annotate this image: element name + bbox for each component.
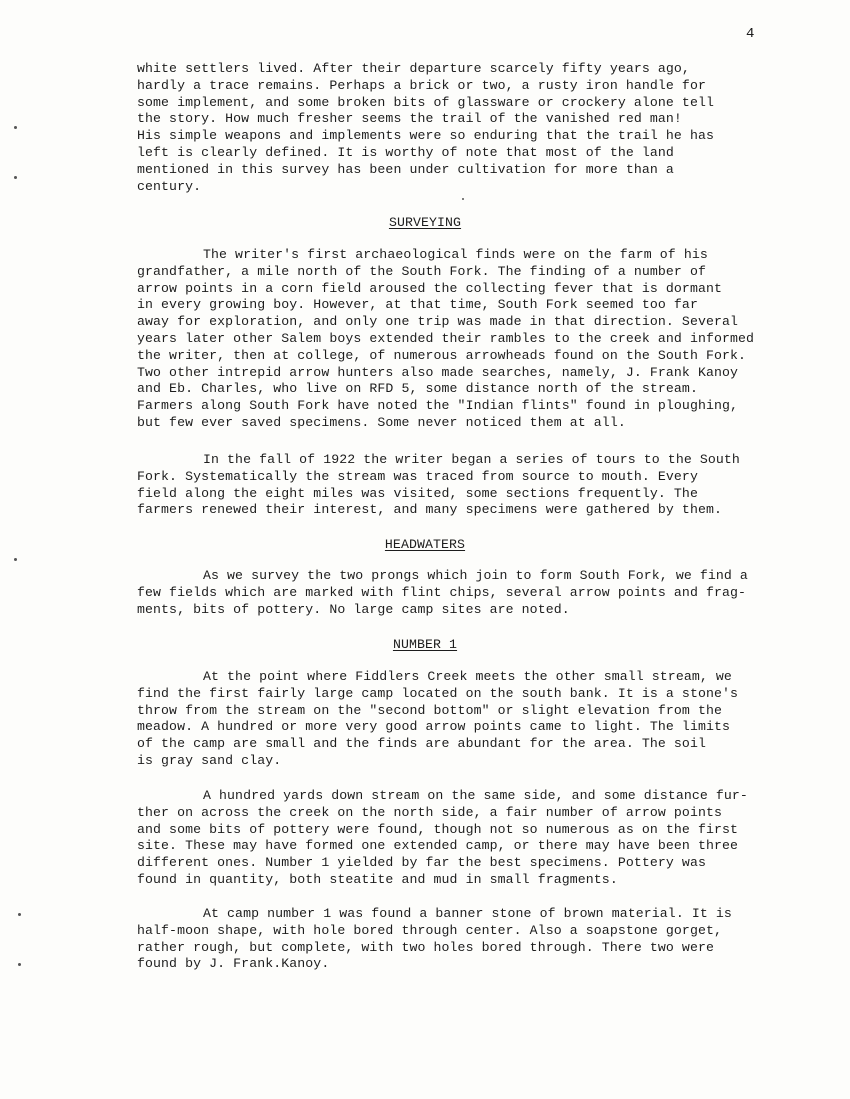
page-number: 4 — [746, 26, 755, 42]
text-line: A hundred yards down stream on the same side, and some distance fur- — [203, 788, 748, 803]
heading-headwaters-text: HEADWATERS — [384, 537, 466, 552]
text-line: Farmers along South Fork have noted the "Indian flints" found in ploughing, — [137, 398, 739, 414]
heading-surveying — [0, 215, 850, 231]
text-line: mentioned in this survey has been under cultivation for more than a — [137, 161, 674, 177]
margin-speck — [14, 126, 17, 129]
text-line: His simple weapons and implements were so enduring that the trail he has — [137, 128, 714, 144]
text-line: different ones. Number 1 yielded by far the best specimens. Pottery was — [137, 855, 706, 871]
margin-speck — [14, 176, 17, 179]
text-line: few fields which are marked with flint chips, several arrow points and frag- — [137, 584, 747, 600]
heading-headwaters — [0, 537, 850, 553]
text-line: At the point where Fiddlers Creek meets the other small stream, we — [203, 669, 732, 684]
text-line: site. These may have formed one extended camp, or there may have been three — [137, 838, 739, 854]
headwaters-paragraph — [137, 568, 777, 618]
number1-paragraph-2 — [137, 788, 777, 889]
text-line: of the camp are small and the finds are abundant for the area. The soil — [137, 736, 706, 752]
number1-paragraph-3 — [137, 906, 777, 973]
text-line: meadow. A hundred or more very good arrow points came to light. The limits — [137, 719, 731, 735]
text-line: find the first fairly large camp located on the south bank. It is a stone's — [137, 685, 739, 701]
text-line: the story. How much fresher seems the trail of the vanished red man! — [137, 111, 682, 127]
text-line: grandfather, a mile north of the South Fork. The finding of a number of — [137, 263, 706, 279]
page-speck — [462, 198, 464, 200]
text-line: At camp number 1 was found a banner stone of brown material. It is — [203, 906, 732, 921]
text-line: The writer's first archaeological finds were on the farm of his — [203, 247, 708, 262]
text-line: found in quantity, both steatite and mud in small fragments. — [137, 871, 618, 887]
text-line: in every growing boy. However, at that time, South Fork seemed too far — [137, 297, 698, 313]
text-line: half-moon shape, with hole bored through center. Also a soapstone gorget, — [137, 922, 723, 938]
text-line: As we survey the two prongs which join to form South Fork, we find a — [203, 568, 748, 583]
text-line: and Eb. Charles, who live on RFD 5, some distance north of the stream. — [137, 381, 698, 397]
text-line: and some bits of pottery were found, though not so numerous as on the first — [137, 821, 739, 837]
text-line: ther on across the creek on the north side, a fair number of arrow points — [137, 804, 723, 820]
text-line: is gray sand clay. — [137, 752, 282, 768]
text-line: found by J. Frank.Kanoy. — [137, 956, 330, 972]
text-line: away for exploration, and only one trip was made in that direction. Several — [137, 314, 739, 330]
text-line: rather rough, but complete, with two holes bored through. There two were — [137, 939, 714, 955]
number1-paragraph-1 — [137, 669, 777, 770]
heading-number-1-text: NUMBER 1 — [392, 637, 458, 652]
margin-speck — [18, 913, 21, 916]
heading-surveying-text: SURVEYING — [388, 215, 462, 230]
text-line: the writer, then at college, of numerous arrowheads found on the South Fork. — [137, 347, 747, 363]
text-line: white settlers lived. After their departure scarcely fifty years ago, — [137, 61, 690, 76]
margin-speck — [18, 963, 21, 966]
text-line: years later other Salem boys extended their rambles to the creek and informed — [137, 330, 755, 346]
surveying-paragraph-1 — [137, 247, 777, 432]
heading-number-1 — [0, 637, 850, 653]
text-line: arrow points in a corn field aroused the collecting fever that is dormant — [137, 280, 723, 296]
text-line: farmers renewed their interest, and many specimens were gathered by them. — [137, 502, 723, 518]
text-line: In the fall of 1922 the writer began a series of tours to the South — [203, 452, 740, 467]
text-line: throw from the stream on the "second bottom" or slight elevation from the — [137, 702, 723, 718]
text-line: some implement, and some broken bits of glassware or crockery alone tell — [137, 94, 714, 110]
text-line: Fork. Systematically the stream was traced from source to mouth. Every — [137, 468, 698, 484]
text-line: hardly a trace remains. Perhaps a brick or two, a rusty iron handle for — [137, 77, 706, 93]
surveying-paragraph-2 — [137, 452, 777, 519]
text-line: field along the eight miles was visited, some sections frequently. The — [137, 485, 698, 501]
intro-paragraph — [137, 61, 777, 195]
text-line: ments, bits of pottery. No large camp sites are noted. — [137, 601, 570, 617]
text-line: Two other intrepid arrow hunters also made searches, namely, J. Frank Kanoy — [137, 364, 739, 380]
text-line: left is clearly defined. It is worthy of note that most of the land — [137, 144, 674, 160]
margin-speck — [14, 558, 17, 561]
text-line: but few ever saved specimens. Some never noticed them at all. — [137, 414, 626, 430]
text-line: century. — [137, 178, 202, 194]
